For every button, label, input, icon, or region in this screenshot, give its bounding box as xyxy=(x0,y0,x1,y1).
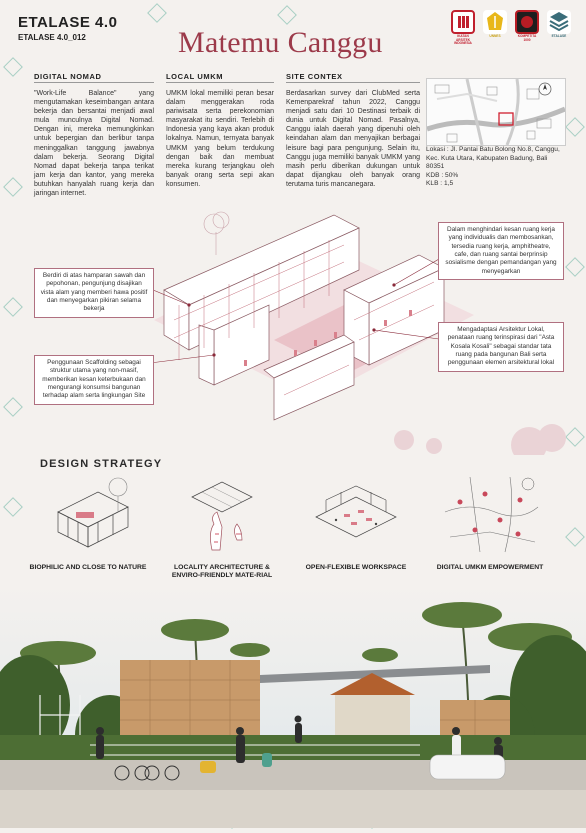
site-context-section xyxy=(286,72,420,189)
entry-code: ETALASE 4.0_012 xyxy=(18,33,86,42)
strategy-label: OPEN-FLEXIBLE WORKSPACE xyxy=(305,564,407,571)
site-location-info xyxy=(426,146,566,189)
strategy-label: DIGITAL UMKM EMPOWERMENT xyxy=(436,564,544,571)
design-strategy-title: DESIGN STRATEGY xyxy=(40,458,163,470)
digital-umkm-map-icon xyxy=(440,472,540,557)
page-title: Matemu Canggu xyxy=(178,26,383,59)
kompetensi-logo: KOMPETITA 1000 xyxy=(514,10,540,42)
callout-social-workspace: Dalam menghindari kesan ruang kerja yang individualis dan membosankan, tersedia ruang kerja, amphitheatre, cafe, dan ruang santai berprinsip sosialisme dengan pemandangan yang menyegarkan xyxy=(438,222,564,280)
section-body: UMKM lokal memiliki peran besar dalam menggerakan roda pariwisata serta perekonomian masyarakat itu sendiri. Terlebih di Indonesia yang kaya akan produk lokalnya. Namun, ternyata banyak UMKM yang belum terdukung dengan baik dan membuat mereka kurang terjangkau oleh banyak orang serta sepi akan konsumen. xyxy=(166,90,274,188)
decorative-tile-icon xyxy=(147,3,167,23)
header-brand-block xyxy=(18,14,117,42)
site-map xyxy=(426,78,566,146)
section-body: "Work-Life Balance" yang mengutamakan keseimbangan antara bekerja dan bersantai menjadi awal mula munculnya Digital Nomad. Dengan ini, mereka memungkinkan untuk bepergian dan berlibur tanpa meninggalkan tanggung jawabnya dalam bekerja. Seorang Digital Nomad dapat bekerja tanpa terikat jam kerja dan kantor, yang mereka butuhkan hanyalah ruang kerja dan jaringan internet. xyxy=(34,90,154,198)
decorative-tile-icon xyxy=(3,497,23,517)
strategy-label: BIOPHILIC AND CLOSE TO NATURE xyxy=(29,564,147,571)
section-heading: DIGITAL NOMAD xyxy=(34,72,154,83)
strategy-locality xyxy=(162,472,282,581)
location-address: Lokasi : Jl. Pantai Batu Bolong No.8, Canggu, Kec. Kuta Utara, Kabupaten Badung, Bali 80351 xyxy=(426,146,560,171)
perspective-render xyxy=(0,585,586,828)
decorative-tile-icon xyxy=(3,57,23,77)
callout-scaffolding: Penggunaan Scaffolding sebagai struktur utama yang non-masif, memberikan kesan keterbukaan dan mengurangi konsumsi bangunan terhadap alam serta lingkungan Site xyxy=(34,355,154,405)
biophilic-diagram-icon xyxy=(38,472,138,557)
strategy-label: LOCALITY ARCHITECTURE & ENVIRO-FRIENDLY MATE-RIAL xyxy=(171,564,273,580)
decorative-tile-icon xyxy=(3,177,23,197)
strategy-biophilic xyxy=(28,472,148,572)
locality-architecture-icon xyxy=(172,472,272,557)
decorative-tile-icon xyxy=(277,5,297,25)
open-workspace-icon xyxy=(306,472,406,557)
kdb-value: KDB : 50% xyxy=(426,171,459,179)
sponsor-logos xyxy=(450,10,572,46)
iai-logo: IKATAN ARSITEK INDONESIA xyxy=(450,10,476,46)
section-body: Berdasarkan survey dari ClubMed serta Kemenparekraf tahun 2022, Canggu menjadi satu dari 10 Destinasi terbaik di dunia untuk Digital Nomad. Pasalnya, Canggu ialah daerah yang dipenuhi oleh keindahan alam dan menyajikan berbagai leisure bagi para pengunjung. Selain itu, Canggu juga memiliki banyak UMKM yang masih perlu diberikan dukungan untuk dapat dijangkau oleh banyak orang terutama turis mancanegara. xyxy=(286,90,420,188)
strategy-digital-umkm xyxy=(430,472,550,572)
callout-local-architecture: Mengadaptasi Arsitektur Lokal, penataan ruang terinspirasi dari "Asta Kosala Kosali" sebagai standar tata ruang pada bangunan Bali serta penggunaan elemen arsitektural lokal xyxy=(438,322,564,372)
section-heading: SITE CONTEX xyxy=(286,72,420,83)
decorative-tile-icon xyxy=(565,527,585,547)
brand-title: ETALASE 4.0 xyxy=(18,14,118,31)
unnes-logo: UNNES xyxy=(482,10,508,39)
etalase-logo: ETALASE xyxy=(546,10,572,39)
decorative-tile-icon xyxy=(565,117,585,137)
klb-value: KLB : 1,5 xyxy=(426,180,454,188)
local-umkm-section xyxy=(166,72,274,189)
section-heading: LOCAL UMKM xyxy=(166,72,274,83)
strategy-open-workspace xyxy=(296,472,416,572)
digital-nomad-section xyxy=(34,72,154,198)
callout-nature-vista: Berdiri di atas hamparan sawah dan pepohonan, pengunjung disajikan vista alam yang memberi hawa positif dan menyegarkan pikiran selama bekerja xyxy=(34,268,154,318)
